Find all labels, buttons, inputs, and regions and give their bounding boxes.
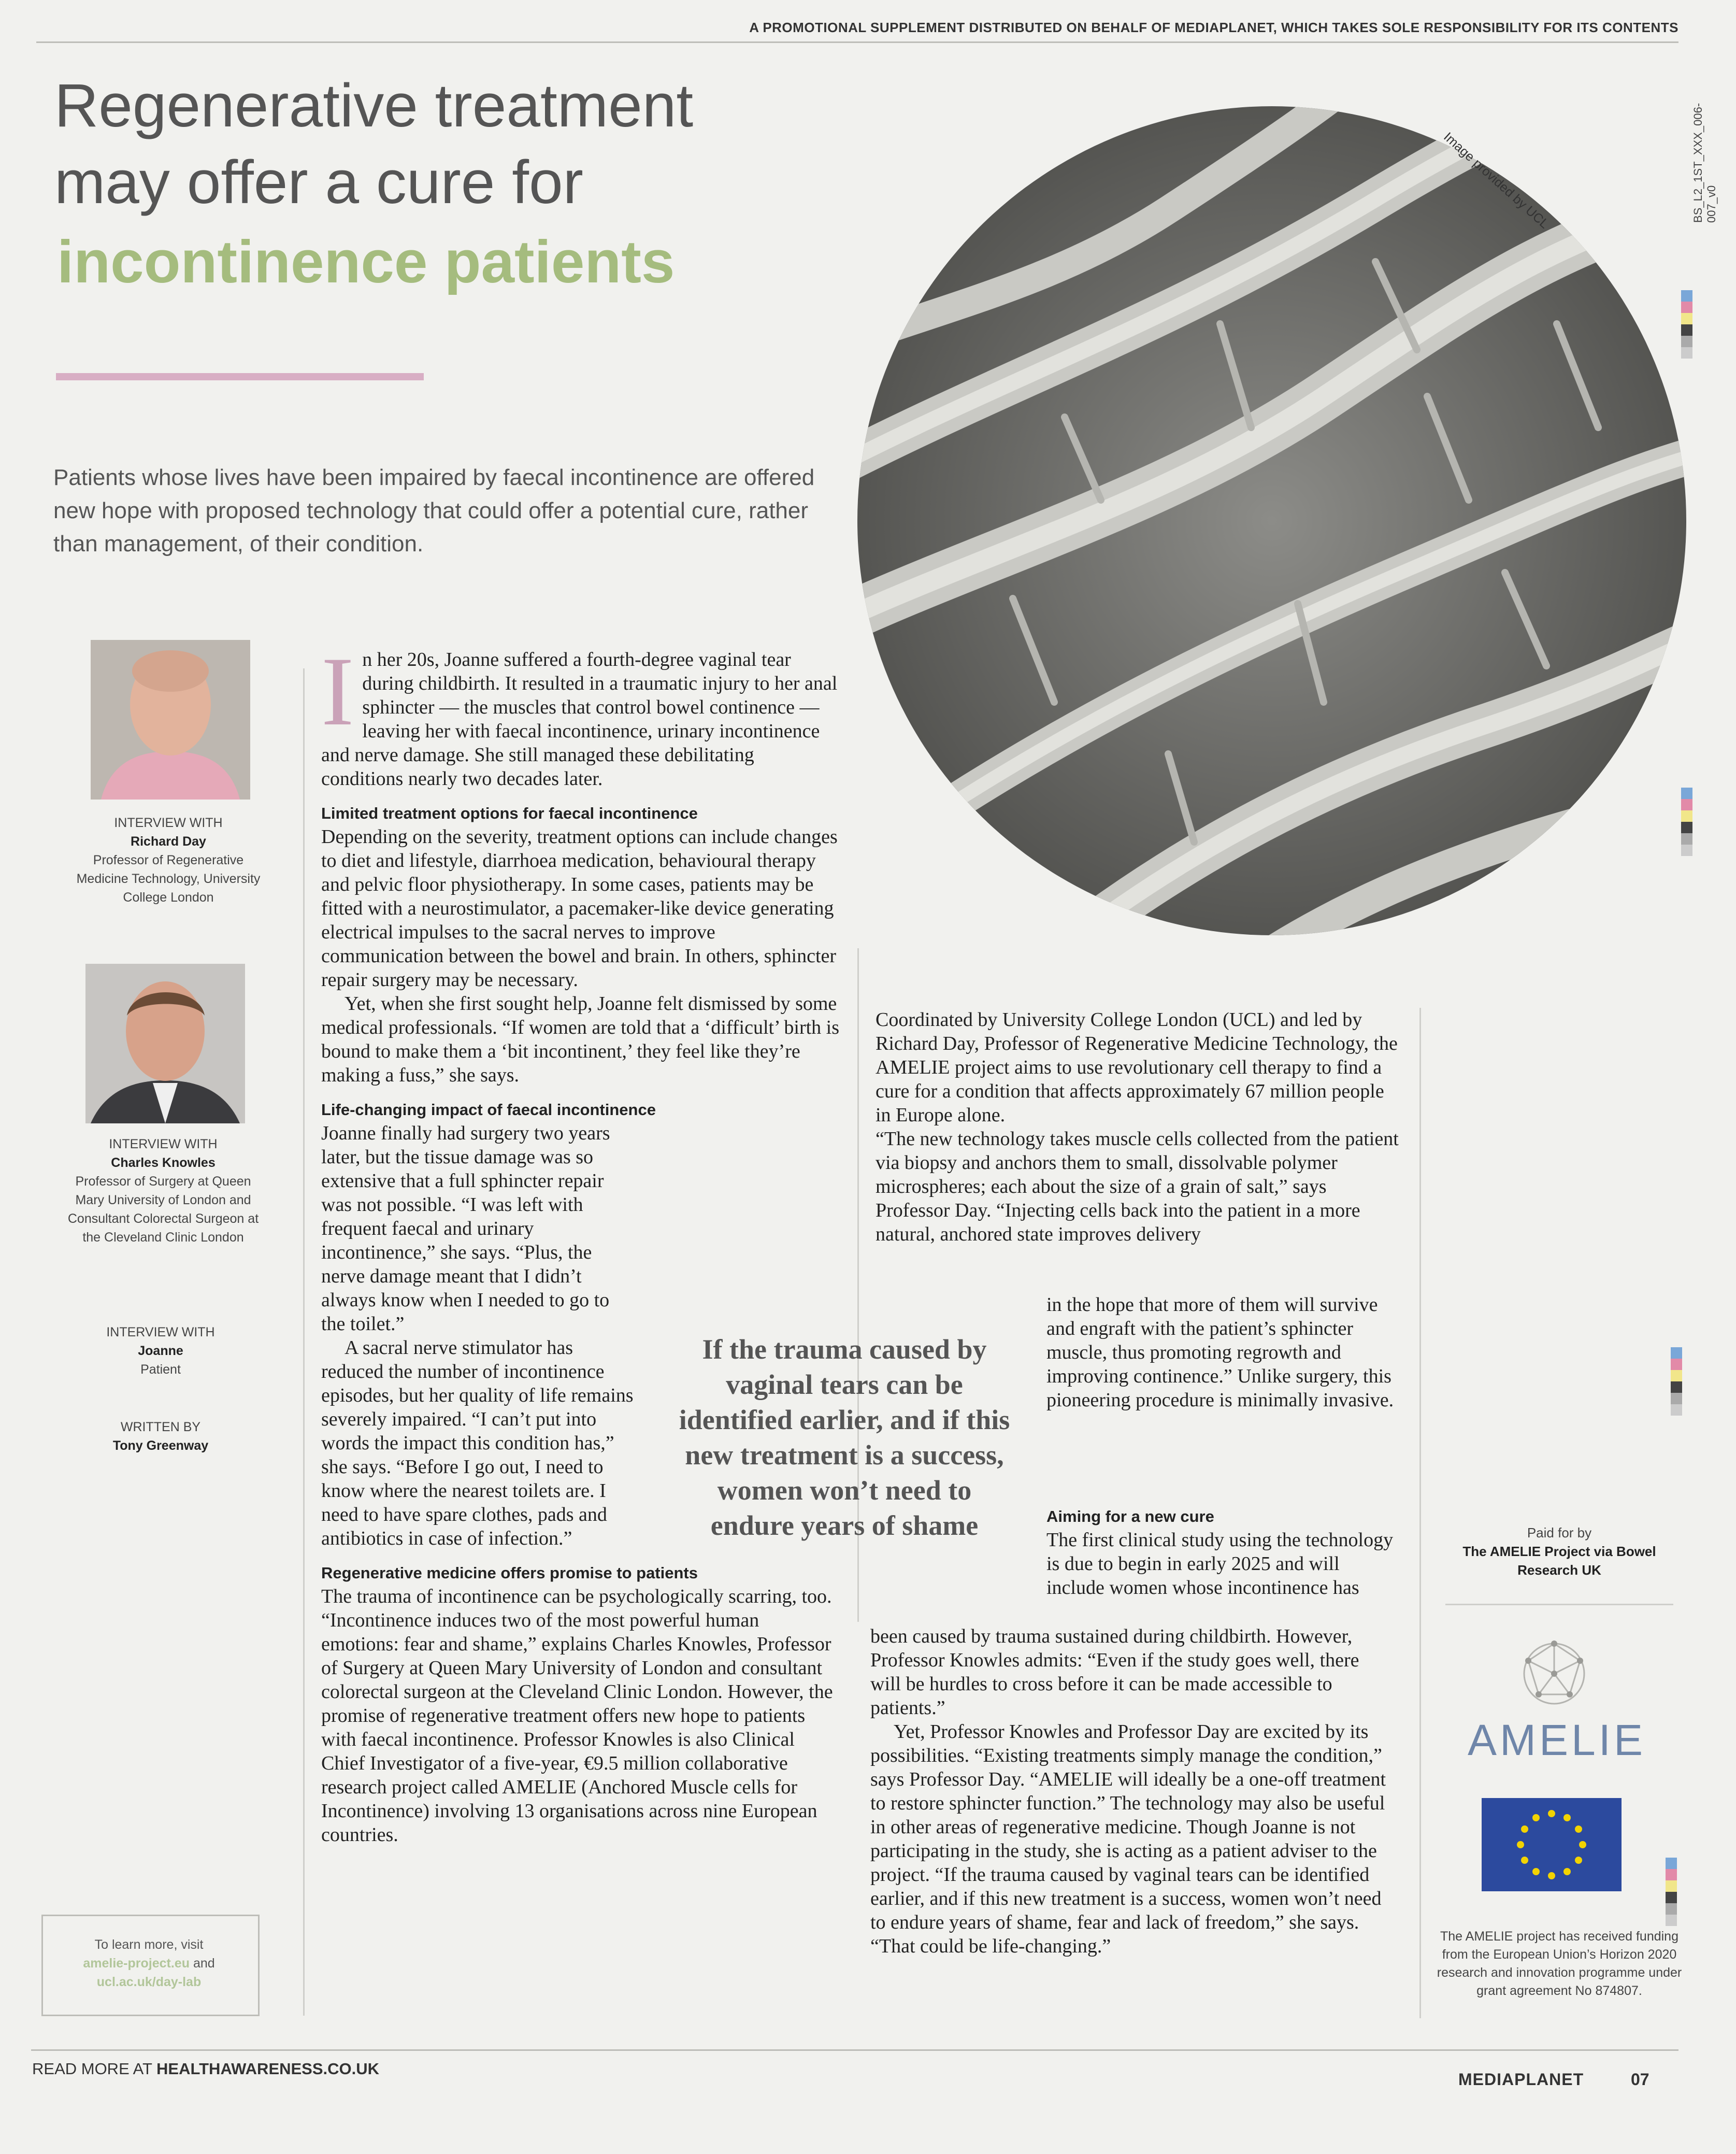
microscope-image bbox=[857, 106, 1686, 935]
article-paragraph: A sacral nerve stimulator has reduced the number of incontinence episodes, but her quality of life remains severely impaired. “I can’t put into words the impact this condition has,” she says. “Before I go out, I need to know where the nearest toilets are. I need to have spare clothes, pads and antibiotics in case of infection.” bbox=[321, 1337, 634, 1549]
headline-line-1: Regenerative treatment bbox=[54, 72, 694, 140]
cell-scaffold-illustration bbox=[857, 106, 1686, 935]
credit-name: Charles Knowles bbox=[111, 1156, 216, 1170]
article-paragraph: Joanne finally had surgery two years later, but the tissue damage was so extensive that a full sphincter repair was not possible. “I was left with frequent faecal and urinary incontinence,” she says. “Plus, the nerve damage meant that I didn’t always know when I needed to go to the toilet.” bbox=[321, 1122, 610, 1335]
article-paragraph: Yet, when she first sought help, Joanne felt dismissed by some medical professionals. “If women are told that a ‘difficult’ birth is bound to make them a ‘bit incontinent,’ they feel like they’re making a fuss,” she says. bbox=[321, 993, 840, 1086]
article-column-2-aiming bbox=[1046, 1505, 1399, 1600]
funding-notice: The AMELIE project has received funding from the European Union’s Horizon 2020 research and innovation programme under grant agreement No 874807. bbox=[1437, 1929, 1682, 1998]
article-paragraph: “The new technology takes muscle cells collected from the patient via biopsy and anchors them to small, dissolvable polymer microspheres; each about the size of a grain of salt,” says Professor Day. “Injecting cells back into the patient in a more natural, anchored state improves delivery bbox=[876, 1128, 1399, 1245]
credit-name: Richard Day bbox=[131, 834, 206, 849]
standfirst: Patients whose lives have been impaired by faecal incontinence are offered new hope with proposed technology that could offer a potential cure, rather than management, of their condition. bbox=[53, 465, 815, 557]
credit-name: Tony Greenway bbox=[112, 1438, 209, 1453]
footer-brand: MEDIAPLANET bbox=[1458, 2070, 1584, 2089]
credit-charles-knowles bbox=[62, 1135, 264, 1247]
article-column-2 bbox=[876, 1008, 1399, 1246]
article-column-2-continued bbox=[1046, 1293, 1399, 1412]
headline-line-3: incontinence patients bbox=[57, 228, 675, 295]
subhead-regenerative-medicine: Regenerative medicine offers promise to patients bbox=[321, 1564, 698, 1582]
print-color-bar bbox=[1671, 1347, 1682, 1416]
credit-richard-day bbox=[67, 814, 269, 907]
headshot-richard-day bbox=[91, 640, 250, 800]
print-color-bar bbox=[1681, 290, 1692, 359]
credit-label: INTERVIEW WITH bbox=[106, 1325, 215, 1339]
eu-flag-icon bbox=[1482, 1798, 1622, 1891]
credit-label: WRITTEN BY bbox=[120, 1420, 201, 1434]
credit-label: INTERVIEW WITH bbox=[114, 816, 223, 830]
article-intro: n her 20s, Joanne suffered a fourth-degree vaginal tear during childbirth. It resulted in a traumatic injury to her anal sphincter — the muscles that control bowel continence — leaving her with faecal incontinence, urinary incontinence and nerve damage. She still managed these debilitating conditions nearly two decades later. bbox=[321, 649, 838, 790]
credit-role: Patient bbox=[140, 1362, 181, 1377]
article-paragraph: The first clinical study using the technology is due to begin in early 2025 and will include women whose incontinence has bbox=[1046, 1529, 1394, 1599]
credit-role: Professor of Surgery at Queen Mary University of London and Consultant Colorectal Surgeon at the Cleveland Clinic London bbox=[67, 1174, 259, 1245]
paid-for-name: The AMELIE Project via Bowel Research UK bbox=[1462, 1544, 1656, 1578]
subhead-new-cure: Aiming for a new cure bbox=[1046, 1507, 1214, 1525]
article-paragraph: The trauma of incontinence can be psychologically scarring, too. “Incontinence induces two of the most powerful human emotions: fear and shame,” explains Charles Knowles, Professor of Surgery at Queen Mary University of London and consultant colorectal surgeon at the Cleveland Clinic London. However, the promise of regenerative treatment offers new hope to patients with faecal incontinence. Professor Knowles is also Clinical Chief Investigator of a five-year, €9.5 million collaborative research project called AMELIE (Anchored Muscle cells for Incontinence) involving 13 organisations across nine European countries. bbox=[321, 1586, 833, 1846]
ucl-day-lab-link[interactable]: ucl.ac.uk/day-lab bbox=[96, 1975, 202, 1989]
article-paragraph: Yet, Professor Knowles and Professor Day are excited by its possibilities. “Existing treatments simply manage the condition,” says Professor Day. “AMELIE will ideally be a one-off treatment to restore sphincter function.” The technology may also be useful in other areas of regenerative medicine. Though Joanne is not participating in the study, she is acting as a patient adviser to the project. “If the trauma caused by vaginal tears can be identified earlier, and if this new treatment is a success, women won’t need to endure years of shame, fear and lack of freedom,” she says. “That could be life-changing.” bbox=[870, 1721, 1386, 1957]
image-credit: Image provided by UCL bbox=[1441, 130, 1552, 232]
article-paragraph: Coordinated by University College London (UCL) and led by Richard Day, Professor of Regenerative Medicine Technology, the AMELIE project aims to use revolutionary cell therapy to find a cure for a condition that affects approximately 67 million people in Europe alone. bbox=[876, 1009, 1398, 1126]
amelie-project-link[interactable]: amelie-project.eu bbox=[83, 1956, 190, 1971]
credit-role: Professor of Regenerative Medicine Technology, University College London bbox=[76, 853, 261, 905]
print-color-bar bbox=[1666, 1858, 1677, 1926]
headline-accent-rule bbox=[56, 373, 424, 380]
subhead-treatment-options: Limited treatment options for faecal incontinence bbox=[321, 804, 698, 822]
article-column-1 bbox=[321, 637, 840, 1847]
read-more-footer bbox=[32, 2060, 379, 2078]
learn-more-and: and bbox=[193, 1956, 215, 1971]
learn-more-text bbox=[41, 1935, 256, 1991]
sponsor-divider bbox=[1445, 1604, 1673, 1605]
print-color-bar bbox=[1681, 788, 1692, 856]
credit-writer bbox=[60, 1418, 262, 1455]
column-rule bbox=[1419, 1008, 1421, 2018]
article-paragraph: in the hope that more of them will survive and engraft with the patient’s sphincter muscle, thus promoting regrowth and improving continence.” Unlike surgery, this pioneering procedure is minimally invasive. bbox=[1046, 1294, 1394, 1411]
bottom-divider bbox=[31, 2049, 1678, 2051]
page-number: 07 bbox=[1631, 2070, 1649, 2089]
subhead-life-changing: Life-changing impact of faecal incontinence bbox=[321, 1101, 656, 1119]
article-paragraph: been caused by trauma sustained during childbirth. However, Professor Knowles admits: “Even if the study goes well, there will be hurdles to cross before it can be made accessible to patients.” bbox=[870, 1625, 1359, 1719]
headshot-charles-knowles bbox=[85, 964, 245, 1123]
column-rule bbox=[303, 668, 305, 2016]
paid-for-by bbox=[1451, 1523, 1668, 1579]
paid-for-label: Paid for by bbox=[1527, 1525, 1592, 1540]
credit-label: INTERVIEW WITH bbox=[109, 1137, 218, 1151]
credit-joanne bbox=[60, 1323, 262, 1379]
top-divider bbox=[36, 41, 1678, 43]
amelie-network-icon bbox=[1513, 1637, 1596, 1710]
credit-name: Joanne bbox=[138, 1344, 183, 1358]
amelie-logo-text: AMELIE bbox=[1467, 1716, 1646, 1764]
supplement-notice: A PROMOTIONAL SUPPLEMENT DISTRIBUTED ON BEHALF OF MEDIAPLANET, WHICH TAKES SOLE RESPONSIBILITY FOR ITS CONTENTS bbox=[749, 20, 1678, 35]
drop-cap: I bbox=[321, 637, 354, 746]
headline-line-2: may offer a cure for bbox=[54, 148, 583, 217]
read-more-site-link[interactable]: HEALTHAWARENESS.CO.UK bbox=[156, 2060, 380, 2078]
article-column-2-end bbox=[870, 1624, 1388, 1958]
print-code: BS_L2_1ST_XXX_006-007_v0 bbox=[1691, 103, 1718, 223]
learn-more-label: To learn more, visit bbox=[94, 1937, 204, 1952]
read-more-prefix: READ MORE AT bbox=[32, 2060, 152, 2078]
pull-quote: If the trauma caused by vaginal tears can be identified earlier, and if this new treatment is a success, women won’t need to endure years of shame bbox=[679, 1334, 1010, 1541]
article-paragraph: Depending on the severity, treatment options can include changes to diet and lifestyle, diarrhoea medication, behavioural therapy and pelvic floor physiotherapy. In some cases, patients may be fitted with a neurostimulator, a pacemaker-like device generating electrical impulses to the sacral nerves to improve communication between the bowel and brain. In others, sphincter repair surgery may be necessary. bbox=[321, 826, 838, 991]
